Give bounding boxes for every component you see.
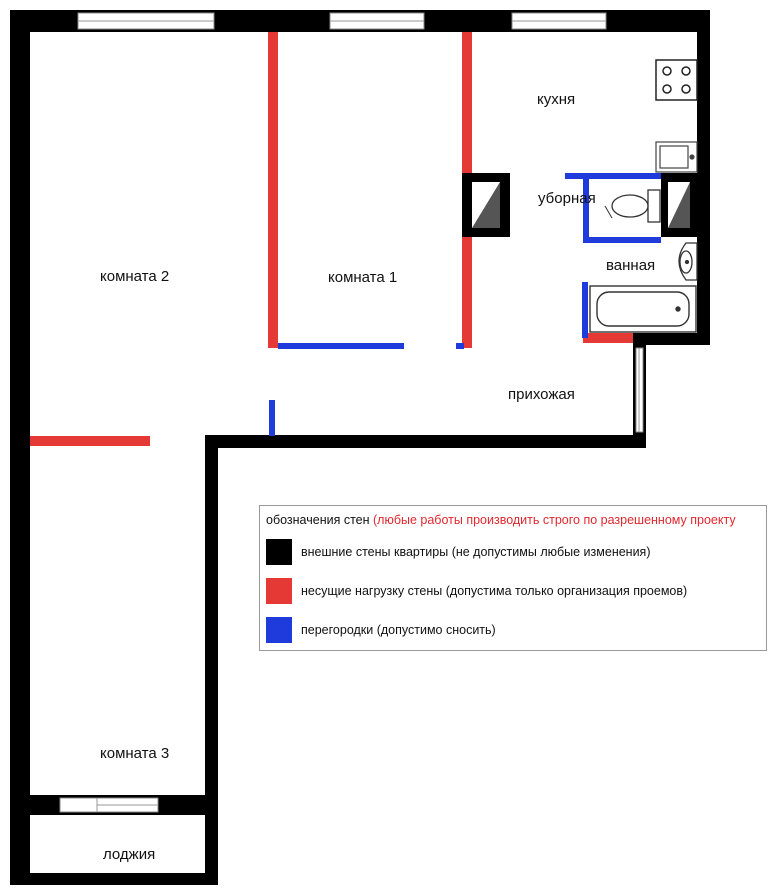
outer-wall-right	[697, 10, 710, 345]
toilet-icon	[612, 190, 660, 222]
wall-legend	[259, 505, 767, 651]
room2-label: комната 2	[100, 268, 170, 285]
outer-wall-left	[10, 10, 30, 885]
loggia-label: лоджия	[103, 846, 156, 863]
legend-title-text: обозначения стен	[266, 513, 370, 527]
toilet-label-pointer	[605, 206, 612, 218]
bathroom-label: ванная	[606, 257, 656, 274]
legend-item-external	[266, 539, 651, 565]
room3-label: комната 3	[100, 745, 170, 762]
kitchen-sink-icon	[656, 142, 697, 172]
legend-label-external: внешние стены квартиры (не допустимы любые изменения)	[301, 545, 651, 559]
blue-partition-bath-left	[582, 282, 588, 338]
legend-label-load-bearing: несущие нагрузку стены (допустима только организация проемов)	[301, 584, 688, 598]
blue-partition-toilet-top	[565, 173, 661, 179]
room1-label: комната 1	[328, 269, 398, 286]
outer-wall-bottom	[10, 873, 218, 885]
legend-label-partition: перегородки (допустимо сносить)	[301, 623, 496, 637]
hallway-label: прихожая	[508, 386, 575, 403]
blue-partition-room1-bottom-short	[456, 343, 464, 349]
legend-swatch-partition	[266, 617, 292, 643]
red-wall-bath-bottom	[583, 333, 633, 343]
blue-partition-toilet-left	[583, 173, 589, 243]
bathtub-icon	[590, 286, 696, 332]
legend-swatch-load-bearing	[266, 578, 292, 604]
kitchen-label: кухня	[537, 91, 576, 108]
legend-title	[266, 513, 736, 527]
outer-wall-inner-horizontal	[205, 435, 646, 448]
toilet-label: уборная	[538, 190, 596, 207]
ventilation-shaft-icon	[661, 173, 697, 237]
outer-wall-inner-vertical	[205, 435, 218, 885]
windows	[60, 13, 643, 812]
ventilation-shaft-icon	[462, 173, 510, 237]
red-wall-room3	[30, 436, 150, 446]
stove-icon	[656, 60, 697, 100]
blue-partition-room1-bottom	[278, 343, 404, 349]
blue-partition-hall	[269, 400, 275, 436]
legend-warning: (любые работы производить строго по разрешенному проекту	[373, 513, 736, 527]
red-wall-room1-left	[268, 32, 278, 348]
washbasin-icon	[679, 243, 697, 280]
legend-swatch-external	[266, 539, 292, 565]
legend-item-partition	[266, 617, 496, 643]
legend-item-load-bearing	[266, 578, 687, 604]
blue-partition-toilet-bottom	[583, 237, 661, 243]
